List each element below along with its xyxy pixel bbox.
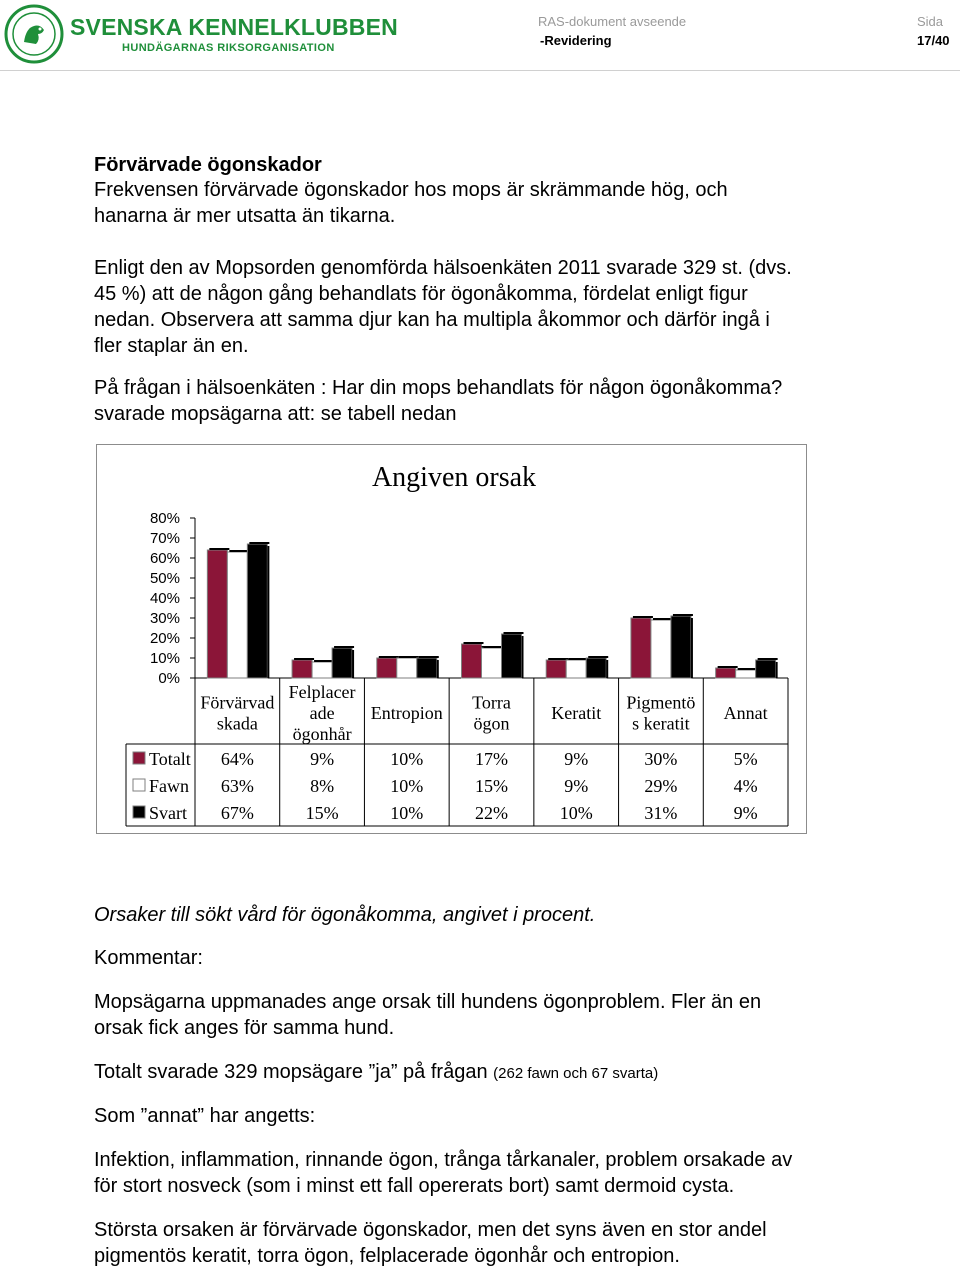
bar-svart [417,658,437,678]
data-label: 10% [559,803,593,823]
bar-shadow [653,618,673,620]
bar-shadow [419,656,439,658]
bar-shadow [249,542,269,544]
bar-totalt [716,668,736,678]
kennel-club-logo [4,4,64,64]
y-tick-label: 70% [149,530,180,547]
bar-shadow [776,662,778,678]
paragraph-line: Största orsaken är förvärvade ögonskador, men det syns även en stor andel [94,1219,767,1241]
bar-totalt [207,550,227,678]
bar-svart [671,616,691,678]
page-number: 17/40 [917,33,950,48]
y-tick-label: 20% [149,630,180,647]
bar-svart [586,658,606,678]
bar-shadow [464,642,484,644]
legend-swatch [133,806,145,818]
category-label: ade [309,703,335,723]
bar-chart [96,444,807,834]
data-label: 67% [220,803,254,823]
bar-fawn [227,552,247,678]
bar-shadow [504,632,524,634]
bar-shadow [548,658,568,660]
bar-shadow [588,656,608,658]
comment-label: Kommentar: [94,947,203,969]
brand-subtitle: HUNDÄGARNAS RIKSORGANISATION [122,42,335,54]
bar-shadow [673,614,693,616]
bar-totalt [462,644,482,678]
bar-fawn [312,662,332,678]
paragraph-line: fler staplar än en. [94,335,249,357]
bar-shadow [522,636,524,678]
legend-label: Totalt [149,749,191,769]
y-tick-label: 80% [149,510,180,527]
bar-shadow [691,618,693,678]
category-label: Entropion [370,703,443,723]
data-label: 5% [733,749,758,769]
bar-totalt [292,660,312,678]
header-divider [0,70,960,71]
page-label: Sida [917,14,944,29]
total-breakdown: (262 fawn och 67 svarta) [493,1065,659,1082]
chart-caption: Orsaker till sökt vård för ögonåkomma, angivet i procent. [94,904,596,926]
bar-shadow [437,660,439,678]
paragraph-line: pigmentös keratit, torra ögon, felplacerade ögonhår och entropion. [94,1245,680,1267]
bar-shadow [352,650,354,678]
bar-shadow [633,616,653,618]
data-label: 15% [305,803,339,823]
category-label: skada [216,713,258,734]
chart-title: Angiven orsak [371,462,537,493]
bar-shadow [229,550,249,552]
bar-fawn [736,670,756,678]
category-label: Torra [472,692,511,713]
legend-label: Fawn [149,776,189,796]
bar-shadow [568,658,588,660]
paragraph-line: På frågan i hälsoenkäten : Har din mops behandlats för någon ögonåkomma? [94,377,783,399]
data-label: 10% [390,803,424,823]
category-label: Förvärvad [200,692,275,713]
y-tick-label: 50% [149,570,180,587]
bar-totalt [546,660,566,678]
category-label: Annat [723,703,768,723]
paragraph-line: orsak fick anges för samma hund. [94,1017,395,1039]
data-label: 4% [733,776,758,796]
data-label: 9% [564,776,589,796]
paragraph-line: för stort nosveck (som i minst ett fall opererats bort) samt dermoid cysta. [94,1175,735,1197]
revision-label: -Revidering [540,33,612,48]
bar-svart [502,634,522,678]
data-label: 63% [220,776,254,796]
legend-swatch [133,752,145,764]
data-label: 8% [310,776,335,796]
bar-shadow [379,656,399,658]
bar-shadow [606,660,608,678]
data-label: 10% [390,749,424,769]
data-label: 9% [733,803,758,823]
paragraph-line: Enligt den av Mopsorden genomförda hälsoenkäten 2011 svarade 329 st. (dvs. [94,257,792,279]
y-tick-label: 0% [158,670,180,687]
bar-svart [247,544,267,678]
category-label: s keratit [632,713,690,734]
document-type: RAS-dokument avseende [538,14,687,29]
bar-shadow [334,646,354,648]
brand-name: SVENSKA KENNELKLUBBEN [70,14,398,40]
bar-shadow [738,668,758,670]
bar-shadow [209,548,229,550]
data-label: 10% [390,776,424,796]
paragraph-line: Infektion, inflammation, rinnande ögon, trånga tårkanaler, problem orsakade av [94,1149,793,1171]
bar-fawn [397,658,417,678]
category-label: Felplacer [288,682,356,702]
y-tick-label: 30% [149,610,180,627]
paragraph-line: svarade mopsägarna att: se tabell nedan [94,403,457,425]
bar-fawn [482,648,502,678]
paragraph-line: 45 %) att de någon gång behandlats för ögonåkomma, fördelat enligt figur [94,283,748,305]
category-label: ögon [473,713,510,734]
data-label: 64% [220,749,254,769]
y-tick-label: 10% [149,650,180,667]
paragraph-line: nedan. Observera att samma djur kan ha multipla åkommor och därför ingå i [94,309,770,331]
legend-label: Svart [149,803,187,823]
bar-fawn [566,660,586,678]
bar-shadow [314,660,334,662]
data-label: 29% [644,776,678,796]
total-answers: Totalt svarade 329 mopsägare ”ja” på frågan [94,1061,488,1083]
paragraph-line: Mopsägarna uppmanades ange orsak till hundens ögonproblem. Fler än en [94,991,762,1013]
data-label: 9% [310,749,335,769]
y-tick-label: 40% [149,590,180,607]
bar-shadow [758,658,778,660]
data-label: 9% [564,749,589,769]
bar-shadow [399,656,419,658]
legend-swatch [133,779,145,791]
data-label: 22% [475,803,508,823]
bar-shadow [294,658,314,660]
data-label: 17% [475,749,508,769]
bar-fawn [651,620,671,678]
bar-shadow [718,666,738,668]
category-label: Keratit [551,703,602,723]
data-label: 15% [475,776,508,796]
category-label: Pigmentö [626,692,696,713]
bar-totalt [377,658,397,678]
bar-shadow [484,646,504,648]
bar-svart [332,648,352,678]
bar-shadow [267,546,269,678]
section-heading: Förvärvade ögonskador [94,154,322,176]
data-label: 31% [644,803,678,823]
y-tick-label: 60% [149,550,180,567]
category-label: ögonhår [292,724,352,744]
paragraph-line: Frekvensen förvärvade ögonskador hos mops är skrämmande hög, och [94,179,728,201]
paragraph-line [94,1059,658,1087]
paragraph-line: hanarna är mer utsatta än tikarna. [94,205,396,227]
bar-svart [756,660,776,678]
paragraph-line: Som ”annat” har angetts: [94,1105,316,1127]
bar-totalt [631,618,651,678]
data-label: 30% [644,749,678,769]
